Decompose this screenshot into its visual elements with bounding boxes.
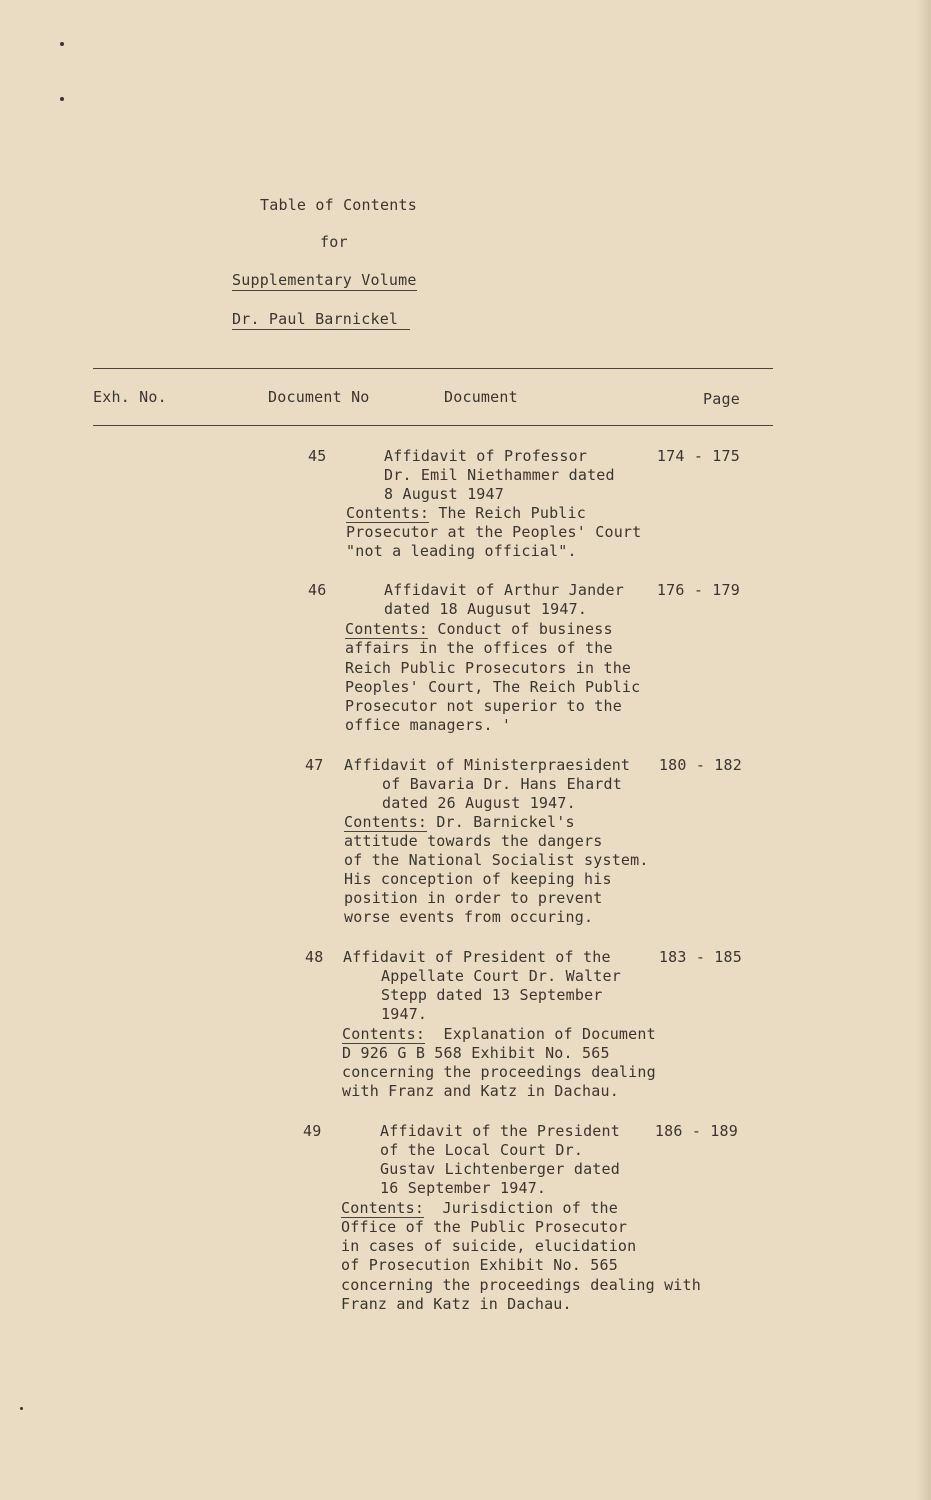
entry-title-line: of Bavaria Dr. Hans Ehardt [382, 775, 622, 793]
contents-text: The Reich Public [438, 504, 587, 522]
paper-speck [60, 97, 64, 101]
entry-pages: 180 - 182 [658, 756, 742, 774]
contents-text: Conduct of business [437, 620, 613, 638]
toc-for-label: for [320, 233, 348, 251]
entry-title-line: dated 26 August 1947. [382, 794, 576, 812]
toc-title: Table of Contents [260, 196, 417, 214]
column-header-page: Page [703, 390, 740, 408]
entry-contents-line: in cases of suicide, elucidation [341, 1237, 637, 1255]
entry-doc-no: 49 [303, 1122, 322, 1140]
entry-title-line: Affidavit of President of the [343, 948, 611, 966]
entry-contents-first-line [342, 1025, 656, 1044]
entry-contents-first-line [346, 504, 586, 523]
entry-title-line: dated 18 Augusut 1947. [384, 600, 588, 618]
entry-contents-line: concerning the proceedings dealing with [341, 1276, 701, 1294]
entry-contents-line: D 926 G B 568 Exhibit No. 565 [342, 1044, 610, 1062]
entry-contents-line: His conception of keeping his [344, 870, 612, 888]
entry-title-line: Appellate Court Dr. Walter [381, 967, 621, 985]
entry-title-line: 1947. [381, 1005, 428, 1023]
entry-contents-line: of the National Socialist system. [344, 851, 649, 869]
entry-doc-no: 45 [308, 447, 327, 465]
entry-pages: 174 - 175 [656, 447, 740, 465]
column-header-document-no: Document No [268, 388, 370, 406]
column-header-document: Document [444, 388, 518, 406]
entry-contents-line: "not a leading official". [346, 542, 577, 560]
table-header-rule [93, 425, 773, 426]
entry-title-line: Affidavit of Ministerpraesident [344, 756, 631, 774]
contents-label: Contents: [344, 813, 428, 831]
entry-contents-line: of Prosecution Exhibit No. 565 [341, 1256, 618, 1274]
paper-speck [20, 1407, 23, 1410]
entry-contents-line: affairs in the offices of the [345, 639, 613, 657]
entry-title-line: Affidavit of Professor [384, 447, 588, 465]
entry-contents-line: Reich Public Prosecutors in the [345, 659, 632, 677]
table-top-rule [93, 368, 773, 369]
contents-text: Explanation of Document [443, 1025, 656, 1043]
toc-entry [300, 756, 770, 926]
entry-contents-line: Office of the Public Prosecutor [341, 1218, 628, 1236]
entry-doc-no: 46 [308, 581, 327, 599]
entry-contents-first-line [345, 620, 613, 639]
entry-pages: 176 - 179 [656, 581, 740, 599]
column-header-exh-no: Exh. No. [93, 388, 167, 406]
entry-contents-line: Peoples' Court, The Reich Public [345, 678, 641, 696]
entry-title-line: Stepp dated 13 September [381, 986, 603, 1004]
entry-contents-first-line [344, 813, 575, 832]
defendant-name: Dr. Paul Barnickel [232, 310, 410, 330]
entry-contents-line: Prosecutor at the Peoples' Court [346, 523, 642, 541]
entry-title-line: 16 September 1947. [380, 1179, 547, 1197]
contents-label: Contents: [345, 620, 429, 638]
entry-contents-line: concerning the proceedings dealing [342, 1063, 656, 1081]
contents-text: Dr. Barnickel's [436, 813, 575, 831]
entry-title-line: Affidavit of the President [380, 1122, 620, 1140]
entry-title-line: of the Local Court Dr. [380, 1141, 584, 1159]
contents-text: Jurisdiction of the [442, 1199, 618, 1217]
entry-contents-line: Franz and Katz in Dachau. [341, 1295, 572, 1313]
entry-doc-no: 47 [305, 756, 324, 774]
contents-label: Contents: [346, 504, 430, 522]
paper-edge [917, 0, 931, 1500]
entry-contents-first-line [341, 1199, 618, 1218]
entry-contents-line: worse events from occuring. [344, 908, 594, 926]
entry-pages: 186 - 189 [654, 1122, 738, 1140]
entry-title-line: 8 August 1947 [384, 485, 504, 503]
entry-contents-line: office managers. ' [345, 716, 512, 734]
entry-pages: 183 - 185 [658, 948, 742, 966]
toc-entry [300, 1122, 770, 1322]
entry-contents-line: with Franz and Katz in Dachau. [342, 1082, 619, 1100]
entry-title-line: Dr. Emil Niethammer dated [384, 466, 615, 484]
entry-contents-line: position in order to prevent [344, 889, 603, 907]
entry-title-line: Gustav Lichtenberger dated [380, 1160, 620, 1178]
toc-entry [300, 948, 770, 1108]
entry-contents-line: Prosecutor not superior to the [345, 697, 622, 715]
volume-title: Supplementary Volume [232, 271, 417, 289]
contents-label: Contents: [341, 1199, 425, 1217]
entry-doc-no: 48 [305, 948, 324, 966]
entry-title-line: Affidavit of Arthur Jander [384, 581, 624, 599]
toc-entry [300, 581, 770, 741]
paper-speck [60, 42, 64, 46]
contents-label: Contents: [342, 1025, 426, 1043]
entry-contents-line: attitude towards the dangers [344, 832, 603, 850]
